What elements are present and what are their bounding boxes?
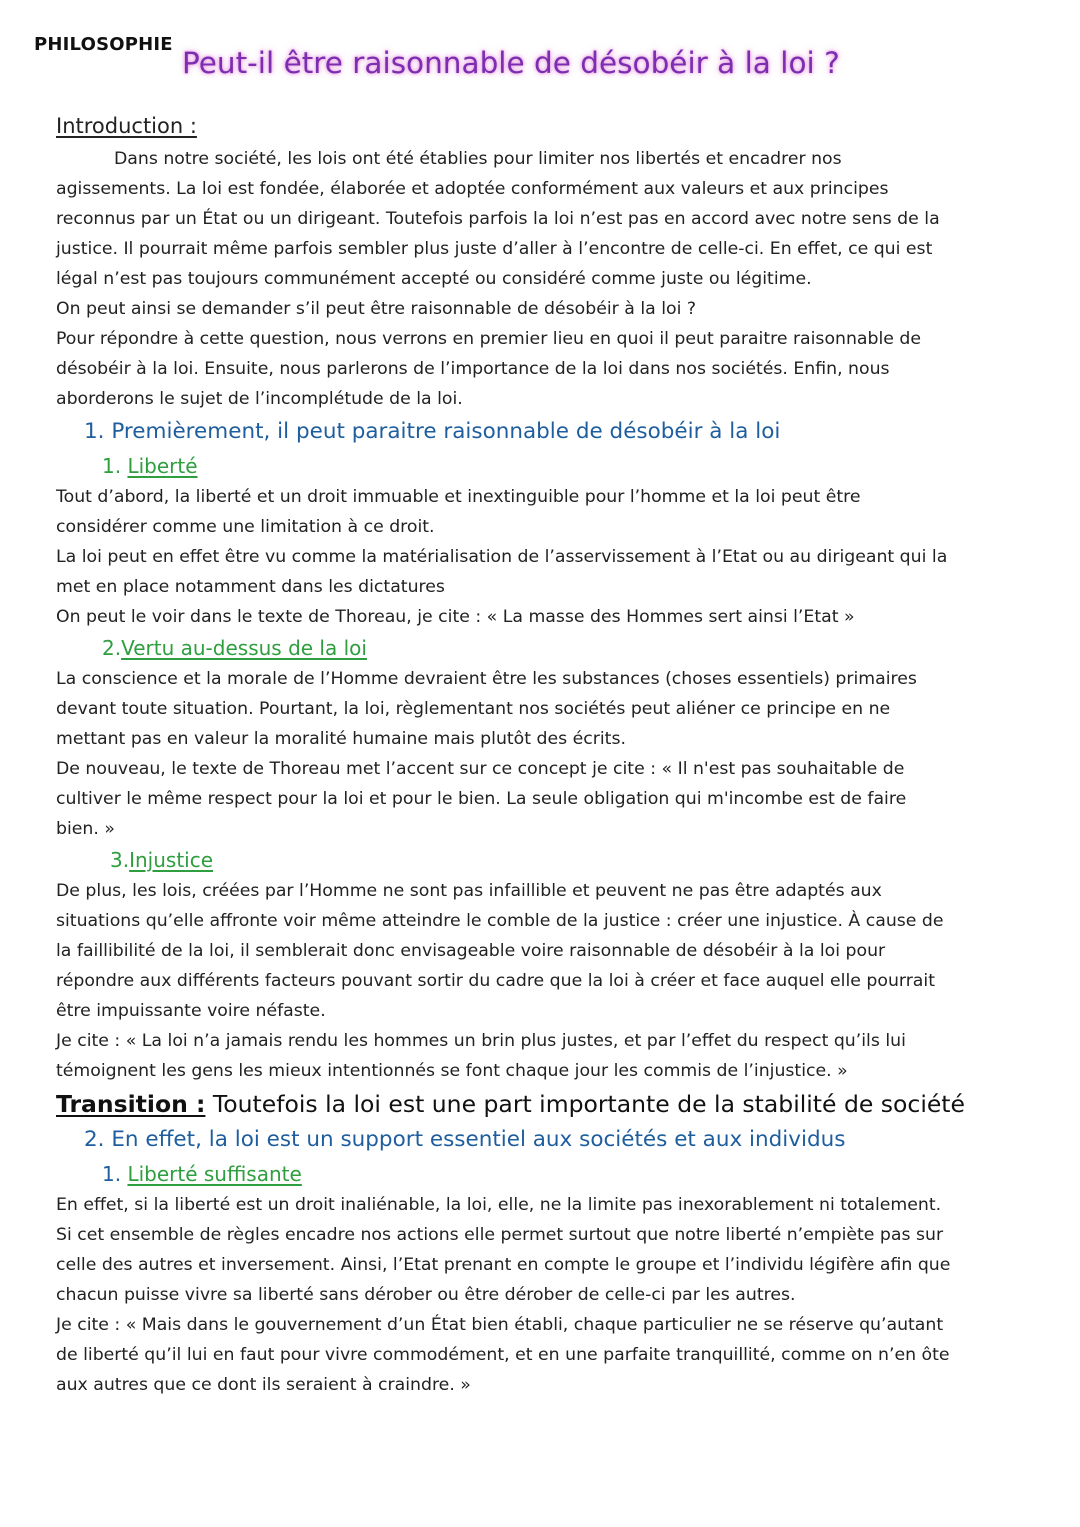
- intro-problematic: On peut ainsi se demander s’il peut être raisonnable de désobéir à la loi ?: [56, 299, 697, 319]
- intro-plan: Pour répondre à cette question, nous verrons en premier lieu en quoi il peut paraitre raisonnable de désobéir à la loi. Ensuite, nous parlerons de l’importance de la loi dans nos sociétés. Enfin, nous aborderons le sujet de l’incomplétude de la loi.: [56, 329, 922, 409]
- part1-sub2-number: 2.: [102, 636, 122, 660]
- part2-sub1-label: Liberté suffisante: [127, 1162, 302, 1186]
- part2-sub1-heading: [102, 1158, 1016, 1190]
- part1-sub1-number: 1.: [102, 454, 122, 478]
- part1-sub3-label: Injustice: [129, 848, 214, 872]
- transition: [56, 1086, 1016, 1122]
- part2-sub1-quote: Je cite : « Mais dans le gouvernement d’un État bien établi, chaque particulier ne se réserve qu’autant de liberté qu’il lui en faut pour vivre commodément, et en une parfaite tranquillité, comme on n’en ôte aux autres que ce dont ils seraient à craindre. »: [56, 1315, 950, 1395]
- intro-paragraph-1: Dans notre société, les lois ont été établies pour limiter nos libertés et encadrer nos agissements. La loi est fondée, élaborée et adoptée conformément aux valeurs et aux principes reconnus par un État ou un dirigeant. Toutefois parfois la loi n’est pas en accord avec notre sens de la justice. Il pourrait même parfois sembler plus juste d’aller à l’encontre de celle-ci. En effet, ce qui est légal n’est pas toujours communément accepté ou considéré comme juste ou légitime.: [56, 149, 940, 289]
- transition-label: Transition :: [56, 1090, 206, 1118]
- part1-sub3-paragraph-1: De plus, les lois, créées par l’Homme ne sont pas infaillible et peuvent ne pas être adaptés aux situations qu’elle affronte voir même atteindre le comble de la justice : créer une injustice. À cause de la faillibilité de la loi, il semblerait donc envisageable voire raisonnable de désobéir à la loi pour répondre aux différents facteurs pouvant sortir du cadre que la loi à créer et face auquel elle pourrait être impuissante voire néfaste.: [56, 881, 944, 1021]
- page-title: Peut-il être raisonnable de désobéir à la loi ?: [182, 46, 840, 80]
- part1-sub1-heading: [102, 450, 1016, 482]
- intro-heading: Introduction :: [56, 114, 197, 138]
- part1-heading: 1. Premièrement, il peut paraitre raisonnable de désobéir à la loi: [84, 419, 781, 444]
- part1-sub2-label: Vertu au-dessus de la loi: [121, 636, 367, 660]
- part1-sub1-paragraph-2: La loi peut en effet être vu comme la matérialisation de l’asservissement à l’Etat ou au dirigeant qui la met en place notamment dans les dictatures: [56, 547, 948, 597]
- part2-sub1-number: 1.: [102, 1162, 122, 1186]
- part1-sub2-heading: [102, 632, 1016, 664]
- part2-heading: 2. En effet, la loi est un support essentiel aux sociétés et aux individus: [84, 1127, 846, 1152]
- part1-sub3-quote: Je cite : « La loi n’a jamais rendu les hommes un brin plus justes, et par l’effet du respect qu’ils lui témoignent les gens les mieux intentionnés se font chaque jour les commis de l’injustice. »: [56, 1031, 906, 1081]
- transition-text: Toutefois la loi est une part importante de la stabilité de société: [205, 1090, 965, 1118]
- part1-sub2-paragraph-1: La conscience et la morale de l’Homme devraient être les substances (choses essentiels) primaires devant toute situation. Pourtant, la loi, règlementant nos sociétés peut aliéner ce principe en ne mettant pas en valeur la moralité humaine mais plutôt des écrits.: [56, 669, 917, 749]
- part1-sub1-paragraph-1: Tout d’abord, la liberté et un droit immuable et inextinguible pour l’homme et la loi peut être considérer comme une limitation à ce droit.: [56, 487, 861, 537]
- part1-sub1-label: Liberté: [127, 454, 198, 478]
- part1-sub3-heading: [110, 844, 1016, 876]
- part2-sub1-paragraph-1: En effet, si la liberté est un droit inaliénable, la loi, elle, ne la limite pas inexorablement ni totalement. Si cet ensemble de règles encadre nos actions elle permet surtout que notre liberté n’empiète pas sur celle des autres et inversement. Ainsi, l’Etat prenant en compte le groupe et l’individu légifère afin que chacun puisse vivre sa liberté sans dérober ou être dérober de celle-ci par les autres.: [56, 1195, 951, 1305]
- document-body: [56, 110, 1016, 1400]
- part1-sub1-quote: On peut le voir dans le texte de Thoreau, je cite : « La masse des Hommes sert ainsi l’Etat »: [56, 607, 855, 627]
- part1-sub3-number: 3.: [110, 848, 130, 872]
- subject-label: PHILOSOPHIE: [34, 34, 173, 55]
- part1-sub2-quote: De nouveau, le texte de Thoreau met l’accent sur ce concept je cite : « Il n'est pas souhaitable de cultiver le même respect pour la loi et pour le bien. La seule obligation qui m'incombe est de faire bien. »: [56, 759, 907, 839]
